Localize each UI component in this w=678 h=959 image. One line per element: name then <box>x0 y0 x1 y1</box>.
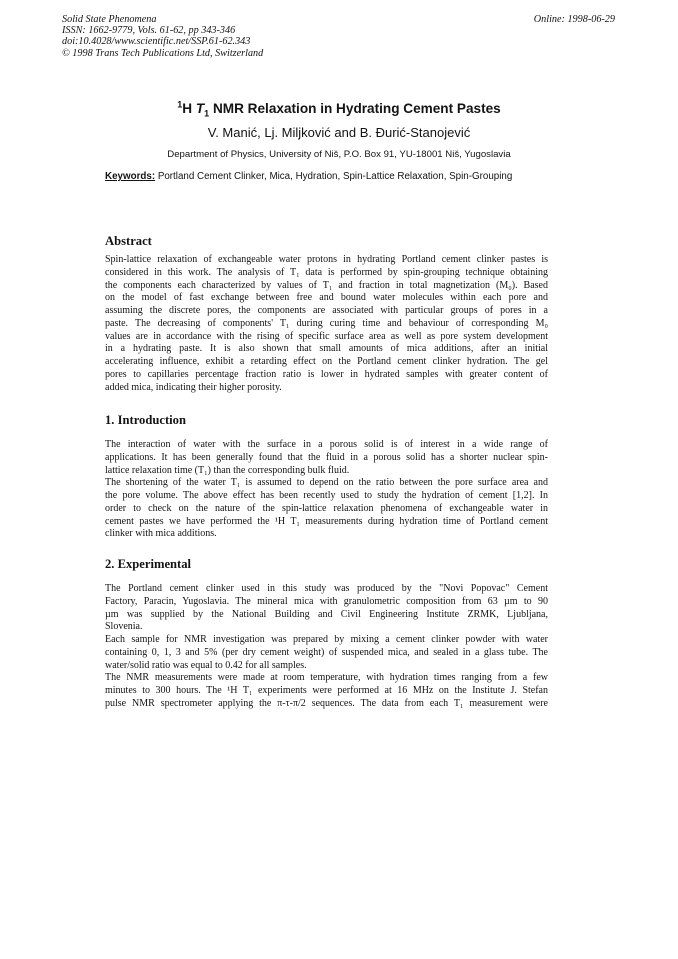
journal-name: Solid State Phenomena <box>62 14 157 25</box>
text-line: Slovenia. <box>105 621 143 633</box>
text-line: applications. It has been generally found that the fluid in a porous solid has a shorter nuclear spin- <box>105 451 548 463</box>
text-line: cement pastes we have performed the ¹H T₁ measurements during hydration time of Portland cement <box>105 515 548 527</box>
text-line: paste. The decreasing of components' T₁ during curing time and behaviour of corresponding M₀ <box>105 317 548 329</box>
text-line: the pore volume. The above effect has been recently used to study the hydration of cement [1,2]. In <box>105 490 548 501</box>
text-line: clinker with mica additions. <box>105 528 217 540</box>
introduction-body <box>105 439 548 541</box>
abstract-heading: Abstract <box>105 234 152 248</box>
text-line: order to check on the nature of the spin-lattice relaxation phenomena of exchangeable water in <box>105 502 548 514</box>
text-line: accelerating influence, exhibit a retarding effect on the Portland cement clinker hydration. The gel <box>105 356 548 367</box>
text-line: the components each characterized by values of T₁ and fraction in total magnetization (M₀). Based <box>105 279 548 291</box>
title-t: T <box>195 101 205 116</box>
text-line: The interaction of water with the surface in a porous solid is of interest in a wide range of <box>105 439 548 450</box>
doi-line: doi:10.4028/www.scientific.net/SSP.61-62.343 <box>62 36 251 48</box>
keywords-text: Portland Cement Clinker, Mica, Hydration, Spin-Lattice Relaxation, Spin-Grouping <box>155 171 513 182</box>
paper-title <box>0 99 678 119</box>
text-line: The NMR measurements were made at room temperature, with hydration times ranging from a few <box>105 672 548 684</box>
text-line: The Portland cement clinker used in this study was produced by the "Novi Popovac" Cement <box>105 583 548 594</box>
experimental-body <box>105 583 548 711</box>
text-line: in a hydrating paste. It is also shown that small amounts of mica additions, after an initial <box>105 343 548 355</box>
text-line: added mica, indicating their higher porosity. <box>105 381 282 393</box>
title-superscript: 1 <box>177 99 183 110</box>
text-line: pulse NMR spectrometer applying the π-τ-π/2 sequences. The data from each T₁ measurement were <box>105 697 548 709</box>
text-line: containing 0, 1, 3 and 5% (per dry cement weight) of suspended mica, and sealed in a glass tube. The <box>105 646 548 658</box>
title-rest: NMR Relaxation in Hydrating Cement Pastes <box>209 101 501 116</box>
experimental-heading: 2. Experimental <box>105 557 192 571</box>
text-line: values are in accordance with the rising of specific surface area as well as pore system development <box>105 330 548 342</box>
text-line: Spin-lattice relaxation of exchangeable water protons in hydrating Portland cement clinker pastes is <box>105 254 548 265</box>
text-line: considered in this work. The analysis of T₁ data is performed by spin-grouping technique obtaining <box>105 266 548 278</box>
abstract-body <box>105 254 548 394</box>
text-line: µm was supplied by the National Building and Civil Engineering Institute ZRMK, Ljubljana, <box>105 608 548 620</box>
text-line: lattice relaxation time (T₁) than the corresponding bulk fluid. <box>105 464 350 476</box>
text-line: Factory, Paracin, Yugoslavia. The mineral mica with granulometric composition from 63 µm to 90 <box>105 595 548 607</box>
text-line: water/solid ratio was equal to 0.42 for all samples. <box>105 659 307 671</box>
title-h: H <box>182 101 196 116</box>
text-line: Each sample for NMR investigation was prepared by mixing a cement clinker powder with water <box>105 634 548 645</box>
introduction-heading: 1. Introduction <box>105 413 186 427</box>
text-line: on the model of fast exchange between free and bound water molecules within each pore and <box>105 292 548 304</box>
copyright-line: © 1998 Trans Tech Publications Ltd, Switzerland <box>62 47 264 59</box>
keywords <box>105 171 512 182</box>
text-line: The shortening of the water T₁ is assumed to depend on the ratio between the pore surface area and <box>105 477 548 489</box>
title-subscript: 1 <box>204 108 210 119</box>
issn-line: ISSN: 1662-9779, Vols. 61-62, pp 343-346 <box>62 25 236 37</box>
text-line: minutes to 300 hours. The ¹H T₁ experiments were performed at 16 MHz on the Institute J. Stefan <box>105 685 548 696</box>
authors: V. Manić, Lj. Miljković and B. Đurić-Stanojević <box>207 125 471 140</box>
text-line: pores to capillaries percentage fraction ratio is lower in hydrated samples with greater content of <box>105 368 548 380</box>
keywords-label: Keywords: <box>105 171 156 182</box>
affiliation: Department of Physics, University of Niš, P.O. Box 91, YU-18001 Niš, Yugoslavia <box>167 149 511 160</box>
online-date: Online: 1998-06-29 <box>533 14 615 25</box>
text-line: assuming the discrete pores, the components are associated with particular groups of pores in a <box>105 305 548 316</box>
journal-header <box>62 14 263 59</box>
